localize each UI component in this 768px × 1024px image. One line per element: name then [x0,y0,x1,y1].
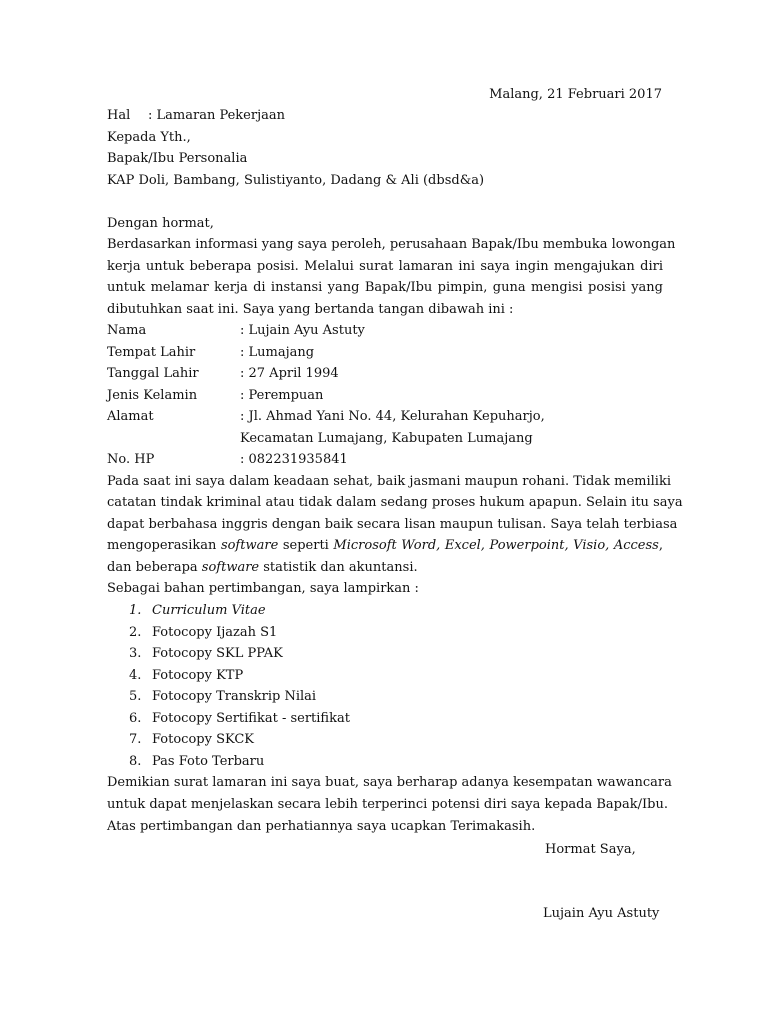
signoff: Hormat Saya, [545,842,636,857]
field-value-no-hp: : 082231935841 [240,452,348,467]
field-label-tanggal-lahir: Tanggal Lahir [107,366,199,381]
field-value-alamat-line2: Kecamatan Lumajang, Kabupaten Lumajang [240,431,533,446]
body-text: mengoperasikan [107,538,217,553]
field-label-jenis-kelamin: Jenis Kelamin [107,388,198,403]
company-name: KAP Doli, Bambang, Sulistiyanto, Dadang & Ali (dbsd&a) [107,173,485,188]
list-item: Pas Foto Terbaru [152,754,265,769]
intro-line: kerja untuk beberapa posisi. Melalui surat lamaran ini saya ingin mengajukan diri [107,259,663,274]
list-item: Fotocopy Sertifikat - sertifikat [152,711,350,726]
list-item-number: 3. [129,646,142,661]
body-line-statistik [107,560,418,575]
field-value-nama: : Lujain Ayu Astuty [240,323,365,338]
attachments-intro: Sebagai bahan pertimbangan, saya lampirkan : [107,581,419,596]
body-text: seperti [282,538,329,553]
list-item-number: 1. [129,603,142,618]
list-item: Fotocopy Transkrip Nilai [152,689,317,704]
list-item-number: 6. [129,711,142,726]
list-item-number: 4. [129,668,142,683]
signature-name: Lujain Ayu Astuty [543,906,660,921]
body-text: dan beberapa [107,560,198,575]
field-label-no-hp: No. HP [107,452,155,467]
list-item: Fotocopy Ijazah S1 [152,625,278,640]
field-label-tempat-lahir: Tempat Lahir [107,345,196,360]
list-item: Fotocopy SKL PPAK [152,646,283,661]
closing-line: Atas pertimbangan dan perhatiannya saya ucapkan Terimakasih. [107,819,536,834]
closing-line: Demikian surat lamaran ini saya buat, saya berharap adanya kesempatan wawancara [107,775,672,790]
list-item-number: 5. [129,689,142,704]
body-line: dapat berbahasa inggris dengan baik secara lisan maupun tulisan. Saya telah terbiasa [107,517,678,532]
place-date: Malang, 21 Februari 2017 [489,87,662,102]
body-text: statistik dan akuntansi. [263,560,418,575]
list-item-number: 8. [129,754,142,769]
body-line: catatan tindak kriminal atau tidak dalam sedang proses hukum apapun. Selain itu saya [107,495,683,510]
list-item: Fotocopy SKCK [152,732,255,747]
software-list: Microsoft Word, Excel, Powerpoint, Visio, Access [333,538,659,553]
body-line: Pada saat ini saya dalam keadaan sehat, baik jasmani maupun rohani. Tidak memiliki [107,474,671,489]
field-value-jenis-kelamin: : Perempuan [240,388,324,403]
intro-line: Berdasarkan informasi yang saya peroleh, perusahaan Bapak/Ibu membuka lowongan [107,237,676,252]
list-item-number: 2. [129,625,142,640]
body-text: , [658,538,663,553]
field-value-tempat-lahir: : Lumajang [240,345,315,360]
intro-line: dibutuhkan saat ini. Saya yang bertanda tangan dibawah ini : [107,302,514,317]
recipient: Bapak/Ibu Personalia [107,151,248,166]
body-text-italic: software [220,538,279,553]
list-item-number: 7. [129,732,142,747]
addressee-prefix: Kepada Yth., [107,130,191,145]
list-item: Curriculum Vitae [152,603,266,618]
field-value-tanggal-lahir: : 27 April 1994 [240,366,339,381]
greeting: Dengan hormat, [107,216,214,231]
closing-line: untuk dapat menjelaskan secara lebih terperinci potensi diri saya kepada Bapak/Ibu. [107,797,668,812]
field-value-alamat: : Jl. Ahmad Yani No. 44, Kelurahan Kepuharjo, [240,409,545,424]
subject-label: Hal [107,108,131,123]
list-item: Fotocopy KTP [152,668,244,683]
subject-value: : Lamaran Pekerjaan [148,108,285,123]
field-label-nama: Nama [107,323,147,338]
body-line-software [107,538,663,553]
intro-line: untuk melamar kerja di instansi yang Bapak/Ibu pimpin, guna mengisi posisi yang [107,280,663,295]
body-text-italic: software [201,560,260,575]
field-label-alamat: Alamat [107,409,154,424]
